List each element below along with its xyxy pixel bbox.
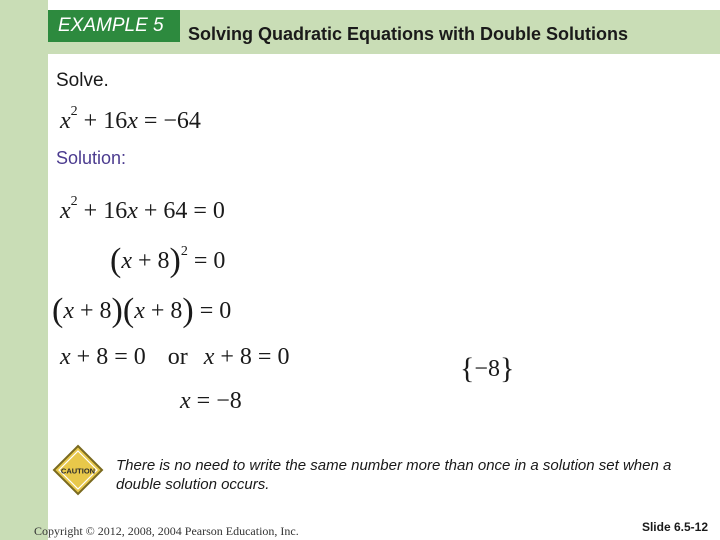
solution-label: Solution: [56, 148, 127, 168]
step-rest: = 0 [193, 298, 232, 324]
step-term: + 8 [131, 248, 170, 274]
step-var: x [63, 298, 74, 324]
solution-step-2 [110, 242, 225, 280]
solve-instruction: Solve. [56, 70, 109, 91]
step-term: + 8 [73, 298, 112, 324]
step-exp: 2 [70, 194, 78, 209]
step-var: x [134, 298, 145, 324]
example-badge [48, 10, 180, 42]
eq-var: x [60, 108, 71, 134]
example-label: EXAMPLE 5 [58, 15, 164, 36]
problem-equation [60, 104, 201, 135]
step-rest: = −8 [190, 388, 242, 414]
slide-title: Solving Quadratic Equations with Double Solutions [188, 24, 629, 44]
eq-var: x [127, 108, 138, 134]
step-var: x [60, 344, 71, 370]
copyright: Copyright © 2012, 2008, 2004 Pearson Education, Inc. [34, 524, 299, 538]
or-connector: or [167, 344, 188, 370]
solution-step-1 [60, 194, 225, 225]
step-var: x [203, 344, 215, 370]
step-var: x [121, 248, 132, 274]
step-rest: + 8 = 0 [214, 344, 290, 370]
eq-rhs: = −64 [137, 108, 201, 134]
left-decor-band [0, 0, 48, 540]
solution-set [460, 352, 514, 386]
solution-set-value: −8 [474, 356, 500, 382]
step-rest: + 8 = 0 [70, 344, 146, 370]
solution-step-3 [52, 292, 231, 330]
step-exp: 2 [180, 244, 188, 259]
brace-close: } [499, 352, 515, 385]
step-var: x [60, 198, 71, 224]
step-rest: = 0 [187, 248, 226, 274]
solution-step-4 [60, 344, 289, 371]
caution-icon-text: CAUTION [60, 466, 96, 476]
step-term: + 16 [77, 198, 128, 224]
solution-step-5 [180, 388, 242, 415]
paren-open: ( [110, 242, 122, 279]
step-term: + 8 [144, 298, 183, 324]
eq-exp: 2 [70, 104, 78, 119]
caution-note: There is no need to write the same number more than once in a solution set when a double solution occurs. [116, 457, 672, 493]
paren-open: ( [52, 292, 64, 329]
step-var: x [180, 388, 191, 414]
eq-term: + 16 [77, 108, 128, 134]
step-var: x [127, 198, 138, 224]
caution-icon [52, 444, 104, 496]
paren-close: ) [182, 292, 194, 329]
paren-close: ) [169, 242, 181, 279]
step-rest: + 64 = 0 [137, 198, 225, 224]
brace-open: { [460, 352, 475, 385]
paren-close: ) [111, 292, 123, 329]
slide-number: Slide 6.5-12 [641, 520, 708, 534]
paren-open: ( [122, 292, 135, 329]
